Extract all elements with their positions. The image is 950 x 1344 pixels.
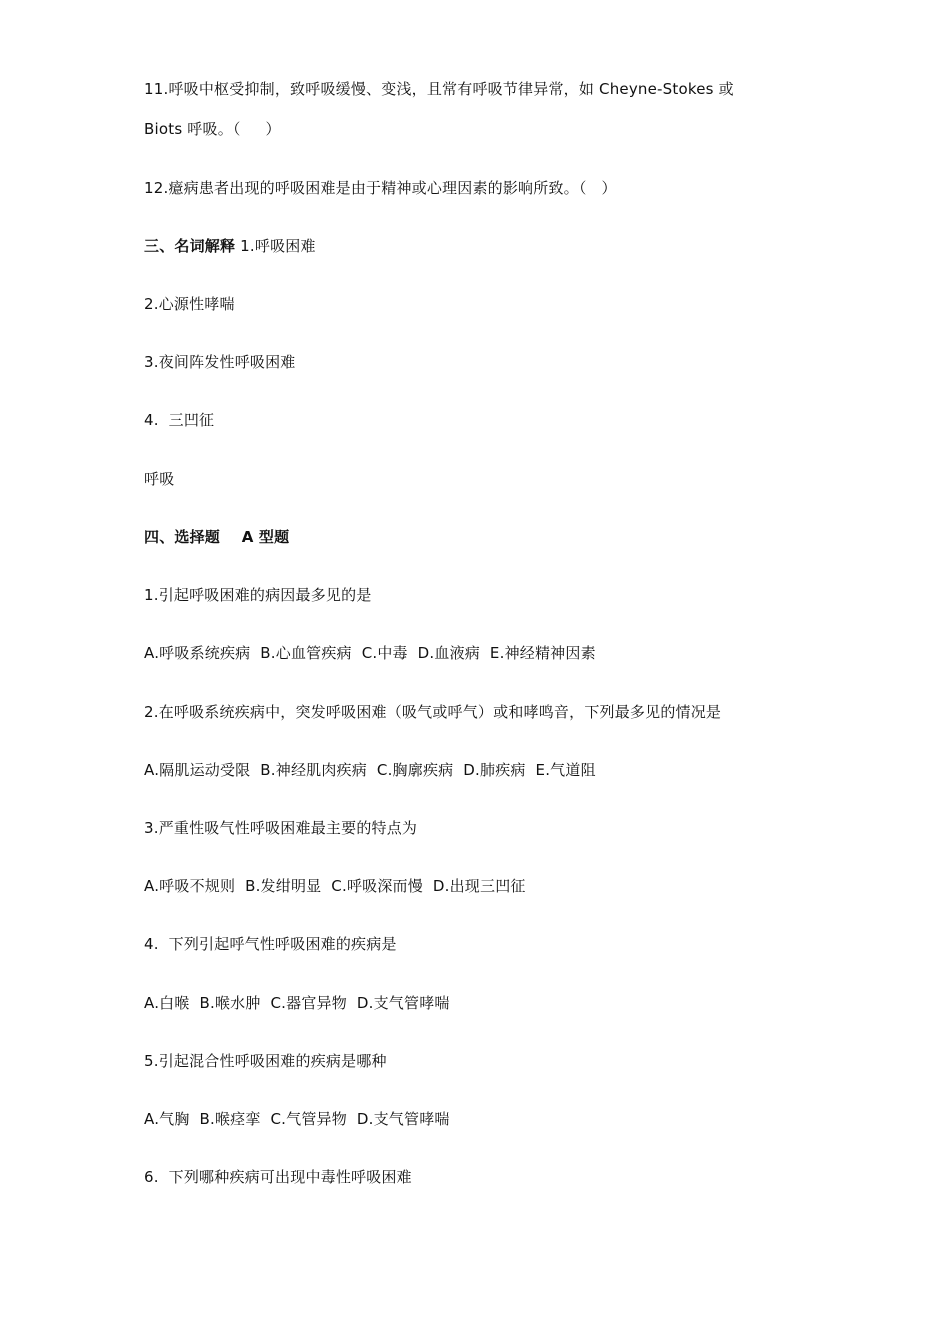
- question-11-line-1: 11.呼吸中枢受抑制，致呼吸缓慢、变浅，且常有呼吸节律异常，如 Cheyne-Stokes 或: [144, 80, 734, 98]
- term-2: 2.心源性哮喘: [144, 295, 235, 313]
- choice-question-5-options: A.气胸 B.喉痉挛 C.气管异物 D.支气管哮喘: [144, 1110, 450, 1128]
- choice-question-6: 6. 下列哪种疾病可出现中毒性呼吸困难: [144, 1168, 412, 1186]
- choice-question-4: 4. 下列引起呼气性呼吸困难的疾病是: [144, 935, 397, 953]
- choice-question-3: 3.严重性吸气性呼吸困难最主要的特点为: [144, 819, 418, 837]
- choice-question-5: 5.引起混合性呼吸困难的疾病是哪种: [144, 1052, 387, 1070]
- term-4: 4. 三凹征: [144, 411, 215, 429]
- section-4-heading: 四、选择题 A 型题: [144, 528, 290, 546]
- choice-question-2-options: A.隔肌运动受限 B.神经肌肉疾病 C.胸廓疾病 D.肺疾病 E.气道阻: [144, 761, 596, 779]
- term-3: 3.夜间阵发性呼吸困难: [144, 353, 296, 371]
- choice-question-3-options: A.呼吸不规则 B.发绀明显 C.呼吸深而慢 D.出现三凹征: [144, 877, 526, 895]
- section-3-heading: 三、名词解释: [144, 237, 236, 255]
- section-3-row: [144, 236, 316, 256]
- question-11-line-2: Biots 呼吸。（ ）: [144, 120, 281, 138]
- choice-question-4-options: A.白喉 B.喉水肿 C.器官异物 D.支气管哮喘: [144, 994, 450, 1012]
- choice-question-1: 1.引起呼吸困难的病因最多见的是: [144, 586, 372, 604]
- term-1: 1.呼吸困难: [235, 237, 316, 255]
- question-12: 12.癔病患者出现的呼吸困难是由于精神或心理因素的影响所致。（ ）: [144, 179, 617, 197]
- choice-question-1-options: A.呼吸系统疾病 B.心血管疾病 C.中毒 D.血液病 E.神经精神因素: [144, 644, 596, 662]
- term-5: 呼吸: [144, 470, 175, 488]
- choice-question-2: 2.在呼吸系统疾病中，突发呼吸困难（吸气或呼气）或和哮鸣音，下列最多见的情况是: [144, 703, 722, 721]
